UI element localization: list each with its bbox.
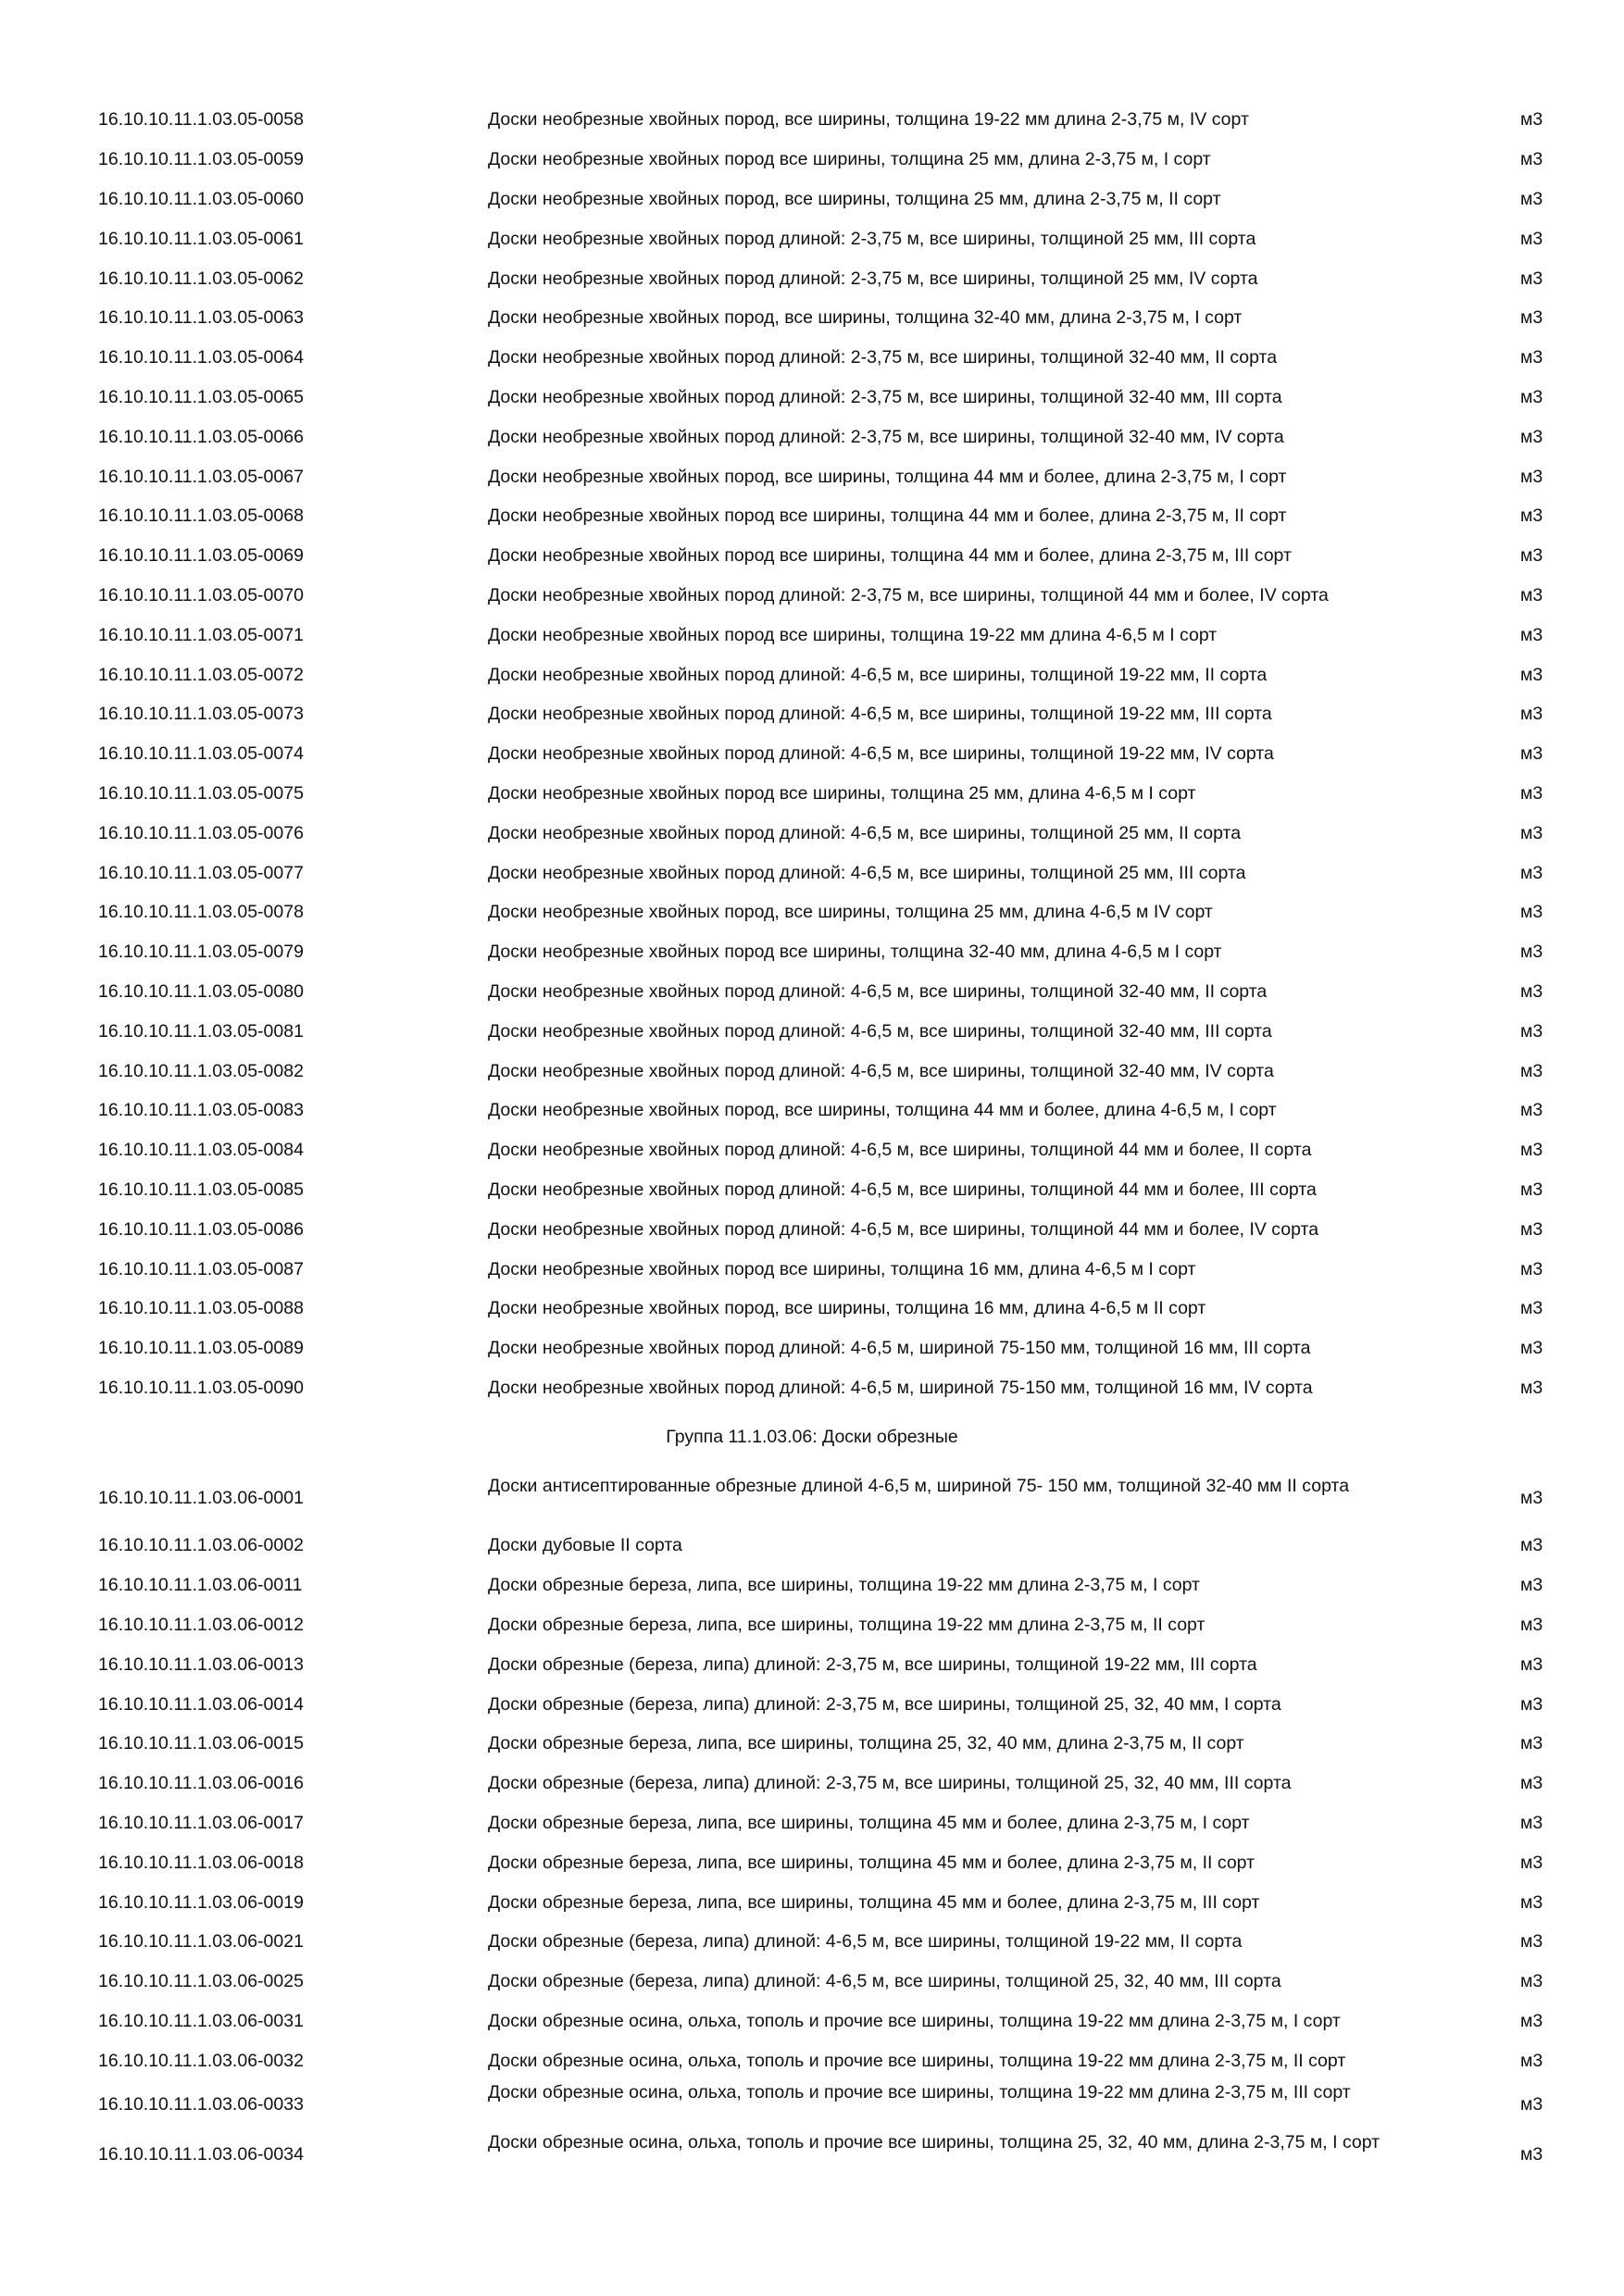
row-code: 16.10.10.11.1.03.06-0025 xyxy=(98,1971,304,1991)
row-name: Доски необрезные хвойных пород длиной: 4-6,5 м, все ширины, толщиной 25 мм, II сорта xyxy=(488,823,1242,843)
row-code: 16.10.10.11.1.03.06-0032 xyxy=(98,2051,304,2071)
row-name: Доски необрезные хвойных пород все ширины, толщина 32-40 мм, длина 4-6,5 м I сорт xyxy=(488,942,1222,962)
row-unit: м3 xyxy=(1520,981,1543,1002)
row-unit: м3 xyxy=(1520,149,1543,169)
row-code: 16.10.10.11.1.03.06-0017 xyxy=(98,1813,304,1833)
row-unit: м3 xyxy=(1520,545,1543,566)
row-code: 16.10.10.11.1.03.05-0062 xyxy=(98,268,304,289)
row-code: 16.10.10.11.1.03.05-0084 xyxy=(98,1140,304,1160)
row-name: Доски обрезные (береза, липа) длиной: 2-3,75 м, все ширины, толщиной 25, 32, 40 мм, I сорта xyxy=(488,1694,1281,1715)
row-code: 16.10.10.11.1.03.05-0068 xyxy=(98,505,304,526)
row-name: Доски обрезные осина, ольха, тополь и прочие все ширины, толщина 25, 32, 40 мм, длина 2-3,75 м, I сорт xyxy=(488,2132,1380,2152)
row-name: Доски обрезные осина, ольха, тополь и прочие все ширины, толщина 19-22 мм длина 2-3,75 м, I сорт xyxy=(488,2011,1341,2031)
row-code: 16.10.10.11.1.03.05-0061 xyxy=(98,229,304,249)
row-code: 16.10.10.11.1.03.05-0078 xyxy=(98,902,304,922)
row-unit: м3 xyxy=(1520,1575,1543,1595)
row-code: 16.10.10.11.1.03.05-0086 xyxy=(98,1219,304,1240)
row-code: 16.10.10.11.1.03.06-0034 xyxy=(98,2144,304,2165)
row-code: 16.10.10.11.1.03.06-0031 xyxy=(98,2011,304,2031)
row-code: 16.10.10.11.1.03.06-0015 xyxy=(98,1733,304,1753)
row-unit: м3 xyxy=(1520,2051,1543,2071)
row-unit: м3 xyxy=(1520,1733,1543,1753)
row-unit: м3 xyxy=(1520,2011,1543,2031)
row-unit: м3 xyxy=(1520,1298,1543,1318)
row-code: 16.10.10.11.1.03.05-0069 xyxy=(98,545,304,566)
row-code: 16.10.10.11.1.03.05-0079 xyxy=(98,942,304,962)
row-unit: м3 xyxy=(1520,1100,1543,1120)
row-unit: м3 xyxy=(1520,1971,1543,1991)
row-unit: м3 xyxy=(1520,625,1543,645)
row-code: 16.10.10.11.1.03.06-0021 xyxy=(98,1931,304,1952)
row-name: Доски необрезные хвойных пород все ширины, толщина 44 мм и более, длина 2-3,75 м, II сорт xyxy=(488,505,1287,526)
row-name: Доски необрезные хвойных пород длиной: 4-6,5 м, все ширины, толщиной 19-22 мм, IV сорта xyxy=(488,743,1274,764)
row-unit: м3 xyxy=(1520,1694,1543,1715)
row-unit: м3 xyxy=(1520,902,1543,922)
row-name: Доски обрезные (береза, липа) длиной: 2-3,75 м, все ширины, толщиной 25, 32, 40 мм, III сорта xyxy=(488,1773,1292,1793)
row-unit: м3 xyxy=(1520,704,1543,724)
row-code: 16.10.10.11.1.03.05-0090 xyxy=(98,1378,304,1398)
row-code: 16.10.10.11.1.03.05-0075 xyxy=(98,783,304,804)
row-unit: м3 xyxy=(1520,1615,1543,1635)
row-code: 16.10.10.11.1.03.05-0060 xyxy=(98,189,304,209)
row-name: Доски необрезные хвойных пород, все ширины, толщина 25 мм, длина 2-3,75 м, II сорт xyxy=(488,189,1221,209)
group-heading: Группа 11.1.03.06: Доски обрезные xyxy=(666,1427,958,1447)
row-code: 16.10.10.11.1.03.05-0073 xyxy=(98,704,304,724)
row-unit: м3 xyxy=(1520,1813,1543,1833)
row-code: 16.10.10.11.1.03.06-0018 xyxy=(98,1853,304,1873)
row-unit: м3 xyxy=(1520,347,1543,368)
row-code: 16.10.10.11.1.03.05-0077 xyxy=(98,863,304,883)
row-code: 16.10.10.11.1.03.05-0072 xyxy=(98,665,304,685)
row-unit: м3 xyxy=(1520,1140,1543,1160)
row-code: 16.10.10.11.1.03.05-0066 xyxy=(98,427,304,447)
row-unit: м3 xyxy=(1520,1338,1543,1358)
row-unit: м3 xyxy=(1520,863,1543,883)
row-name: Доски обрезные (береза, липа) длиной: 2-3,75 м, все ширины, толщиной 19-22 мм, III сорта xyxy=(488,1654,1257,1675)
row-name: Доски необрезные хвойных пород все ширины, толщина 19-22 мм длина 4-6,5 м I сорт xyxy=(488,625,1218,645)
row-unit: м3 xyxy=(1520,268,1543,289)
row-code: 16.10.10.11.1.03.05-0087 xyxy=(98,1259,304,1279)
row-code: 16.10.10.11.1.03.05-0063 xyxy=(98,307,304,328)
row-name: Доски обрезные береза, липа, все ширины, толщина 45 мм и более, длина 2-3,75 м, III сорт xyxy=(488,1892,1260,1913)
row-name: Доски необрезные хвойных пород длиной: 4-6,5 м, все ширины, толщиной 32-40 мм, II сорта xyxy=(488,981,1268,1002)
row-name: Доски необрезные хвойных пород длиной: 4-6,5 м, все ширины, толщиной 32-40 мм, IV сорта xyxy=(488,1061,1274,1081)
row-code: 16.10.10.11.1.03.05-0082 xyxy=(98,1061,304,1081)
row-name: Доски необрезные хвойных пород все ширины, толщина 25 мм, длина 2-3,75 м, I сорт xyxy=(488,149,1211,169)
row-name: Доски необрезные хвойных пород длиной: 2-3,75 м, все ширины, толщиной 32-40 мм, IV сорта xyxy=(488,427,1284,447)
row-name: Доски обрезные осина, ольха, тополь и прочие все ширины, толщина 19-22 мм длина 2-3,75 м, II сорт xyxy=(488,2051,1346,2071)
row-code: 16.10.10.11.1.03.05-0074 xyxy=(98,743,304,764)
row-unit: м3 xyxy=(1520,1892,1543,1913)
row-name: Доски необрезные хвойных пород, все ширины, толщина 16 мм, длина 4-6,5 м II сорт xyxy=(488,1298,1206,1318)
row-code: 16.10.10.11.1.03.06-0019 xyxy=(98,1892,304,1913)
row-unit: м3 xyxy=(1520,1219,1543,1240)
row-name: Доски обрезные береза, липа, все ширины, толщина 19-22 мм длина 2-3,75 м, II сорт xyxy=(488,1615,1206,1635)
row-unit: м3 xyxy=(1520,585,1543,605)
row-name: Доски обрезные береза, липа, все ширины, толщина 45 мм и более, длина 2-3,75 м, I сорт xyxy=(488,1813,1250,1833)
row-name: Доски необрезные хвойных пород длиной: 4-6,5 м, все ширины, толщиной 44 мм и более, IV сорта xyxy=(488,1219,1319,1240)
row-name: Доски необрезные хвойных пород все ширины, толщина 44 мм и более, длина 2-3,75 м, III сорт xyxy=(488,545,1292,566)
row-unit: м3 xyxy=(1520,1378,1543,1398)
row-code: 16.10.10.11.1.03.06-0014 xyxy=(98,1694,304,1715)
row-code: 16.10.10.11.1.03.06-0012 xyxy=(98,1615,304,1635)
row-name: Доски необрезные хвойных пород, все ширины, толщина 44 мм и более, длина 4-6,5 м, I сорт xyxy=(488,1100,1277,1120)
row-unit: м3 xyxy=(1520,1179,1543,1200)
row-name: Доски необрезные хвойных пород, все ширины, толщина 25 мм, длина 4-6,5 м IV сорт xyxy=(488,902,1213,922)
row-name: Доски необрезные хвойных пород длиной: 4-6,5 м, все ширины, толщиной 32-40 мм, III сорта xyxy=(488,1021,1272,1042)
row-code: 16.10.10.11.1.03.05-0064 xyxy=(98,347,304,368)
row-code: 16.10.10.11.1.03.05-0076 xyxy=(98,823,304,843)
row-unit: м3 xyxy=(1520,427,1543,447)
row-name: Доски необрезные хвойных пород длиной: 4-6,5 м, все ширины, толщиной 25 мм, III сорта xyxy=(488,863,1246,883)
row-unit: м3 xyxy=(1520,783,1543,804)
row-unit: м3 xyxy=(1520,1931,1543,1952)
row-code: 16.10.10.11.1.03.05-0088 xyxy=(98,1298,304,1318)
row-unit: м3 xyxy=(1520,2094,1543,2115)
row-code: 16.10.10.11.1.03.05-0083 xyxy=(98,1100,304,1120)
row-name: Доски необрезные хвойных пород все ширины, толщина 16 мм, длина 4-6,5 м I сорт xyxy=(488,1259,1196,1279)
row-code: 16.10.10.11.1.03.06-0033 xyxy=(98,2094,304,2115)
row-code: 16.10.10.11.1.03.05-0058 xyxy=(98,109,304,130)
row-code: 16.10.10.11.1.03.05-0085 xyxy=(98,1179,304,1200)
row-name: Доски обрезные осина, ольха, тополь и прочие все ширины, толщина 19-22 мм длина 2-3,75 м, III сорт xyxy=(488,2082,1351,2103)
row-code: 16.10.10.11.1.03.05-0071 xyxy=(98,625,304,645)
row-unit: м3 xyxy=(1520,1259,1543,1279)
row-code: 16.10.10.11.1.03.06-0002 xyxy=(98,1535,304,1555)
row-unit: м3 xyxy=(1520,1853,1543,1873)
row-code: 16.10.10.11.1.03.06-0001 xyxy=(98,1488,304,1508)
row-unit: м3 xyxy=(1520,942,1543,962)
row-unit: м3 xyxy=(1520,229,1543,249)
row-code: 16.10.10.11.1.03.05-0059 xyxy=(98,149,304,169)
row-name: Доски необрезные хвойных пород, все ширины, толщина 44 мм и более, длина 2-3,75 м, I сорт xyxy=(488,467,1287,487)
row-name: Доски обрезные береза, липа, все ширины, толщина 45 мм и более, длина 2-3,75 м, II сорт xyxy=(488,1853,1255,1873)
row-unit: м3 xyxy=(1520,1773,1543,1793)
row-unit: м3 xyxy=(1520,1654,1543,1675)
row-code: 16.10.10.11.1.03.06-0016 xyxy=(98,1773,304,1793)
row-name: Доски дубовые II сорта xyxy=(488,1535,682,1555)
row-code: 16.10.10.11.1.03.05-0089 xyxy=(98,1338,304,1358)
row-unit: м3 xyxy=(1520,467,1543,487)
row-unit: м3 xyxy=(1520,1488,1543,1508)
row-unit: м3 xyxy=(1520,505,1543,526)
row-code: 16.10.10.11.1.03.05-0065 xyxy=(98,387,304,407)
row-unit: м3 xyxy=(1520,823,1543,843)
row-unit: м3 xyxy=(1520,2144,1543,2165)
row-code: 16.10.10.11.1.03.05-0081 xyxy=(98,1021,304,1042)
row-name: Доски обрезные (береза, липа) длиной: 4-6,5 м, все ширины, толщиной 19-22 мм, II сорта xyxy=(488,1931,1243,1952)
row-unit: м3 xyxy=(1520,307,1543,328)
row-name: Доски необрезные хвойных пород длиной: 2-3,75 м, все ширины, толщиной 32-40 мм, III сорта xyxy=(488,387,1282,407)
row-name: Доски обрезные (береза, липа) длиной: 4-6,5 м, все ширины, толщиной 25, 32, 40 мм, III сорта xyxy=(488,1971,1281,1991)
row-unit: м3 xyxy=(1520,189,1543,209)
row-name: Доски необрезные хвойных пород длиной: 4-6,5 м, шириной 75-150 мм, толщиной 16 мм, III сорта xyxy=(488,1338,1311,1358)
row-name: Доски необрезные хвойных пород длиной: 2-3,75 м, все ширины, толщиной 44 мм и более, IV сорта xyxy=(488,585,1329,605)
row-code: 16.10.10.11.1.03.06-0013 xyxy=(98,1654,304,1675)
row-code: 16.10.10.11.1.03.06-0011 xyxy=(98,1575,303,1595)
row-unit: м3 xyxy=(1520,387,1543,407)
row-unit: м3 xyxy=(1520,1535,1543,1555)
row-unit: м3 xyxy=(1520,743,1543,764)
row-unit: м3 xyxy=(1520,1021,1543,1042)
row-name: Доски необрезные хвойных пород длиной: 4-6,5 м, все ширины, толщиной 19-22 мм, III сорта xyxy=(488,704,1272,724)
row-name: Доски антисептированные обрезные длиной 4-6,5 м, шириной 75- 150 мм, толщиной 32-40 мм II сорта xyxy=(488,1476,1350,1496)
row-name: Доски необрезные хвойных пород длиной: 4-6,5 м, все ширины, толщиной 44 мм и более, II сорта xyxy=(488,1140,1312,1160)
row-name: Доски обрезные береза, липа, все ширины, толщина 19-22 мм длина 2-3,75 м, I сорт xyxy=(488,1575,1200,1595)
row-name: Доски необрезные хвойных пород длиной: 4-6,5 м, все ширины, толщиной 19-22 мм, II сорта xyxy=(488,665,1268,685)
row-unit: м3 xyxy=(1520,1061,1543,1081)
row-name: Доски обрезные береза, липа, все ширины, толщина 25, 32, 40 мм, длина 2-3,75 м, II сорт xyxy=(488,1733,1244,1753)
row-name: Доски необрезные хвойных пород длиной: 2-3,75 м, все ширины, толщиной 25 мм, III сорта xyxy=(488,229,1256,249)
row-name: Доски необрезные хвойных пород, все ширины, толщина 32-40 мм, длина 2-3,75 м, I сорт xyxy=(488,307,1243,328)
row-unit: м3 xyxy=(1520,109,1543,130)
row-name: Доски необрезные хвойных пород длиной: 2-3,75 м, все ширины, толщиной 32-40 мм, II сорта xyxy=(488,347,1278,368)
row-name: Доски необрезные хвойных пород длиной: 2-3,75 м, все ширины, толщиной 25 мм, IV сорта xyxy=(488,268,1258,289)
row-name: Доски необрезные хвойных пород длиной: 4-6,5 м, шириной 75-150 мм, толщиной 16 мм, IV сорта xyxy=(488,1378,1313,1398)
row-code: 16.10.10.11.1.03.05-0080 xyxy=(98,981,304,1002)
row-name: Доски необрезные хвойных пород длиной: 4-6,5 м, все ширины, толщиной 44 мм и более, III сорта xyxy=(488,1179,1317,1200)
row-code: 16.10.10.11.1.03.05-0070 xyxy=(98,585,304,605)
row-name: Доски необрезные хвойных пород, все ширины, толщина 19-22 мм длина 2-3,75 м, IV сорт xyxy=(488,109,1249,130)
row-unit: м3 xyxy=(1520,665,1543,685)
row-code: 16.10.10.11.1.03.05-0067 xyxy=(98,467,304,487)
row-name: Доски необрезные хвойных пород все ширины, толщина 25 мм, длина 4-6,5 м I сорт xyxy=(488,783,1196,804)
